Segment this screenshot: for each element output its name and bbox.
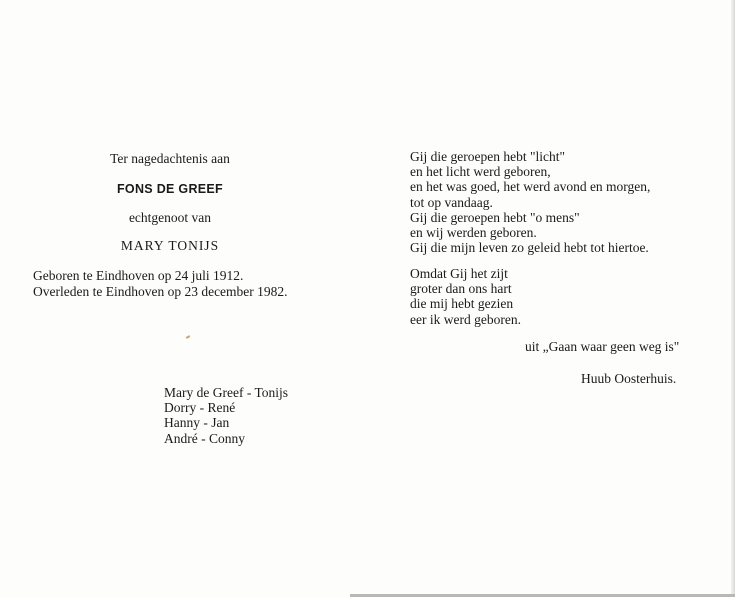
poem-line: Gij die mijn leven zo geleid hebt tot hiertoe. [410,240,649,256]
poem-source: uit „Gaan waar geen weg is" [525,339,680,354]
poem-line: en het licht werd geboren, [410,164,551,180]
poem-line: en wij werden geboren. [410,225,537,241]
family-member: Hanny - Jan [164,415,230,431]
deceased-name: FONS DE GREEF [117,182,223,196]
spouse-name: MARY TONIJS [120,238,220,253]
poem-author: Huub Oosterhuis. [581,371,677,386]
poem-line: Omdat Gij het zijt [410,266,508,281]
poem-line: Gij die geroepen hebt "licht" [410,149,565,164]
spouse-label: echtgenoot van [128,210,212,225]
ink-mark [186,335,190,339]
poem-line: eer ik werd geboren. [410,311,521,327]
family-member: Mary de Greef - Tonijs [164,385,289,400]
poem-stanza-1 [410,149,650,255]
poem-line: die mij hebt gezien [410,296,514,312]
memorial-heading: Ter nagedachtenis aan [110,151,230,166]
family-member: Dorry - René [164,400,236,416]
death-line: Overleden te Eindhoven op 23 december 1982. [33,284,288,299]
poem-line: tot op vandaag. [410,194,493,210]
poem-line: groter dan ons hart [410,281,512,297]
card-edge-right [731,0,735,597]
poem-stanza-2 [410,266,521,327]
poem-line: en het was goed, het werd avond en morgen, [410,179,651,195]
birth-line: Geboren te Eindhoven op 24 juli 1912. [33,268,244,283]
family-member: André - Conny [164,430,245,446]
poem-line: Gij die geroepen hebt "o mens" [410,209,580,225]
family-list [164,385,288,446]
